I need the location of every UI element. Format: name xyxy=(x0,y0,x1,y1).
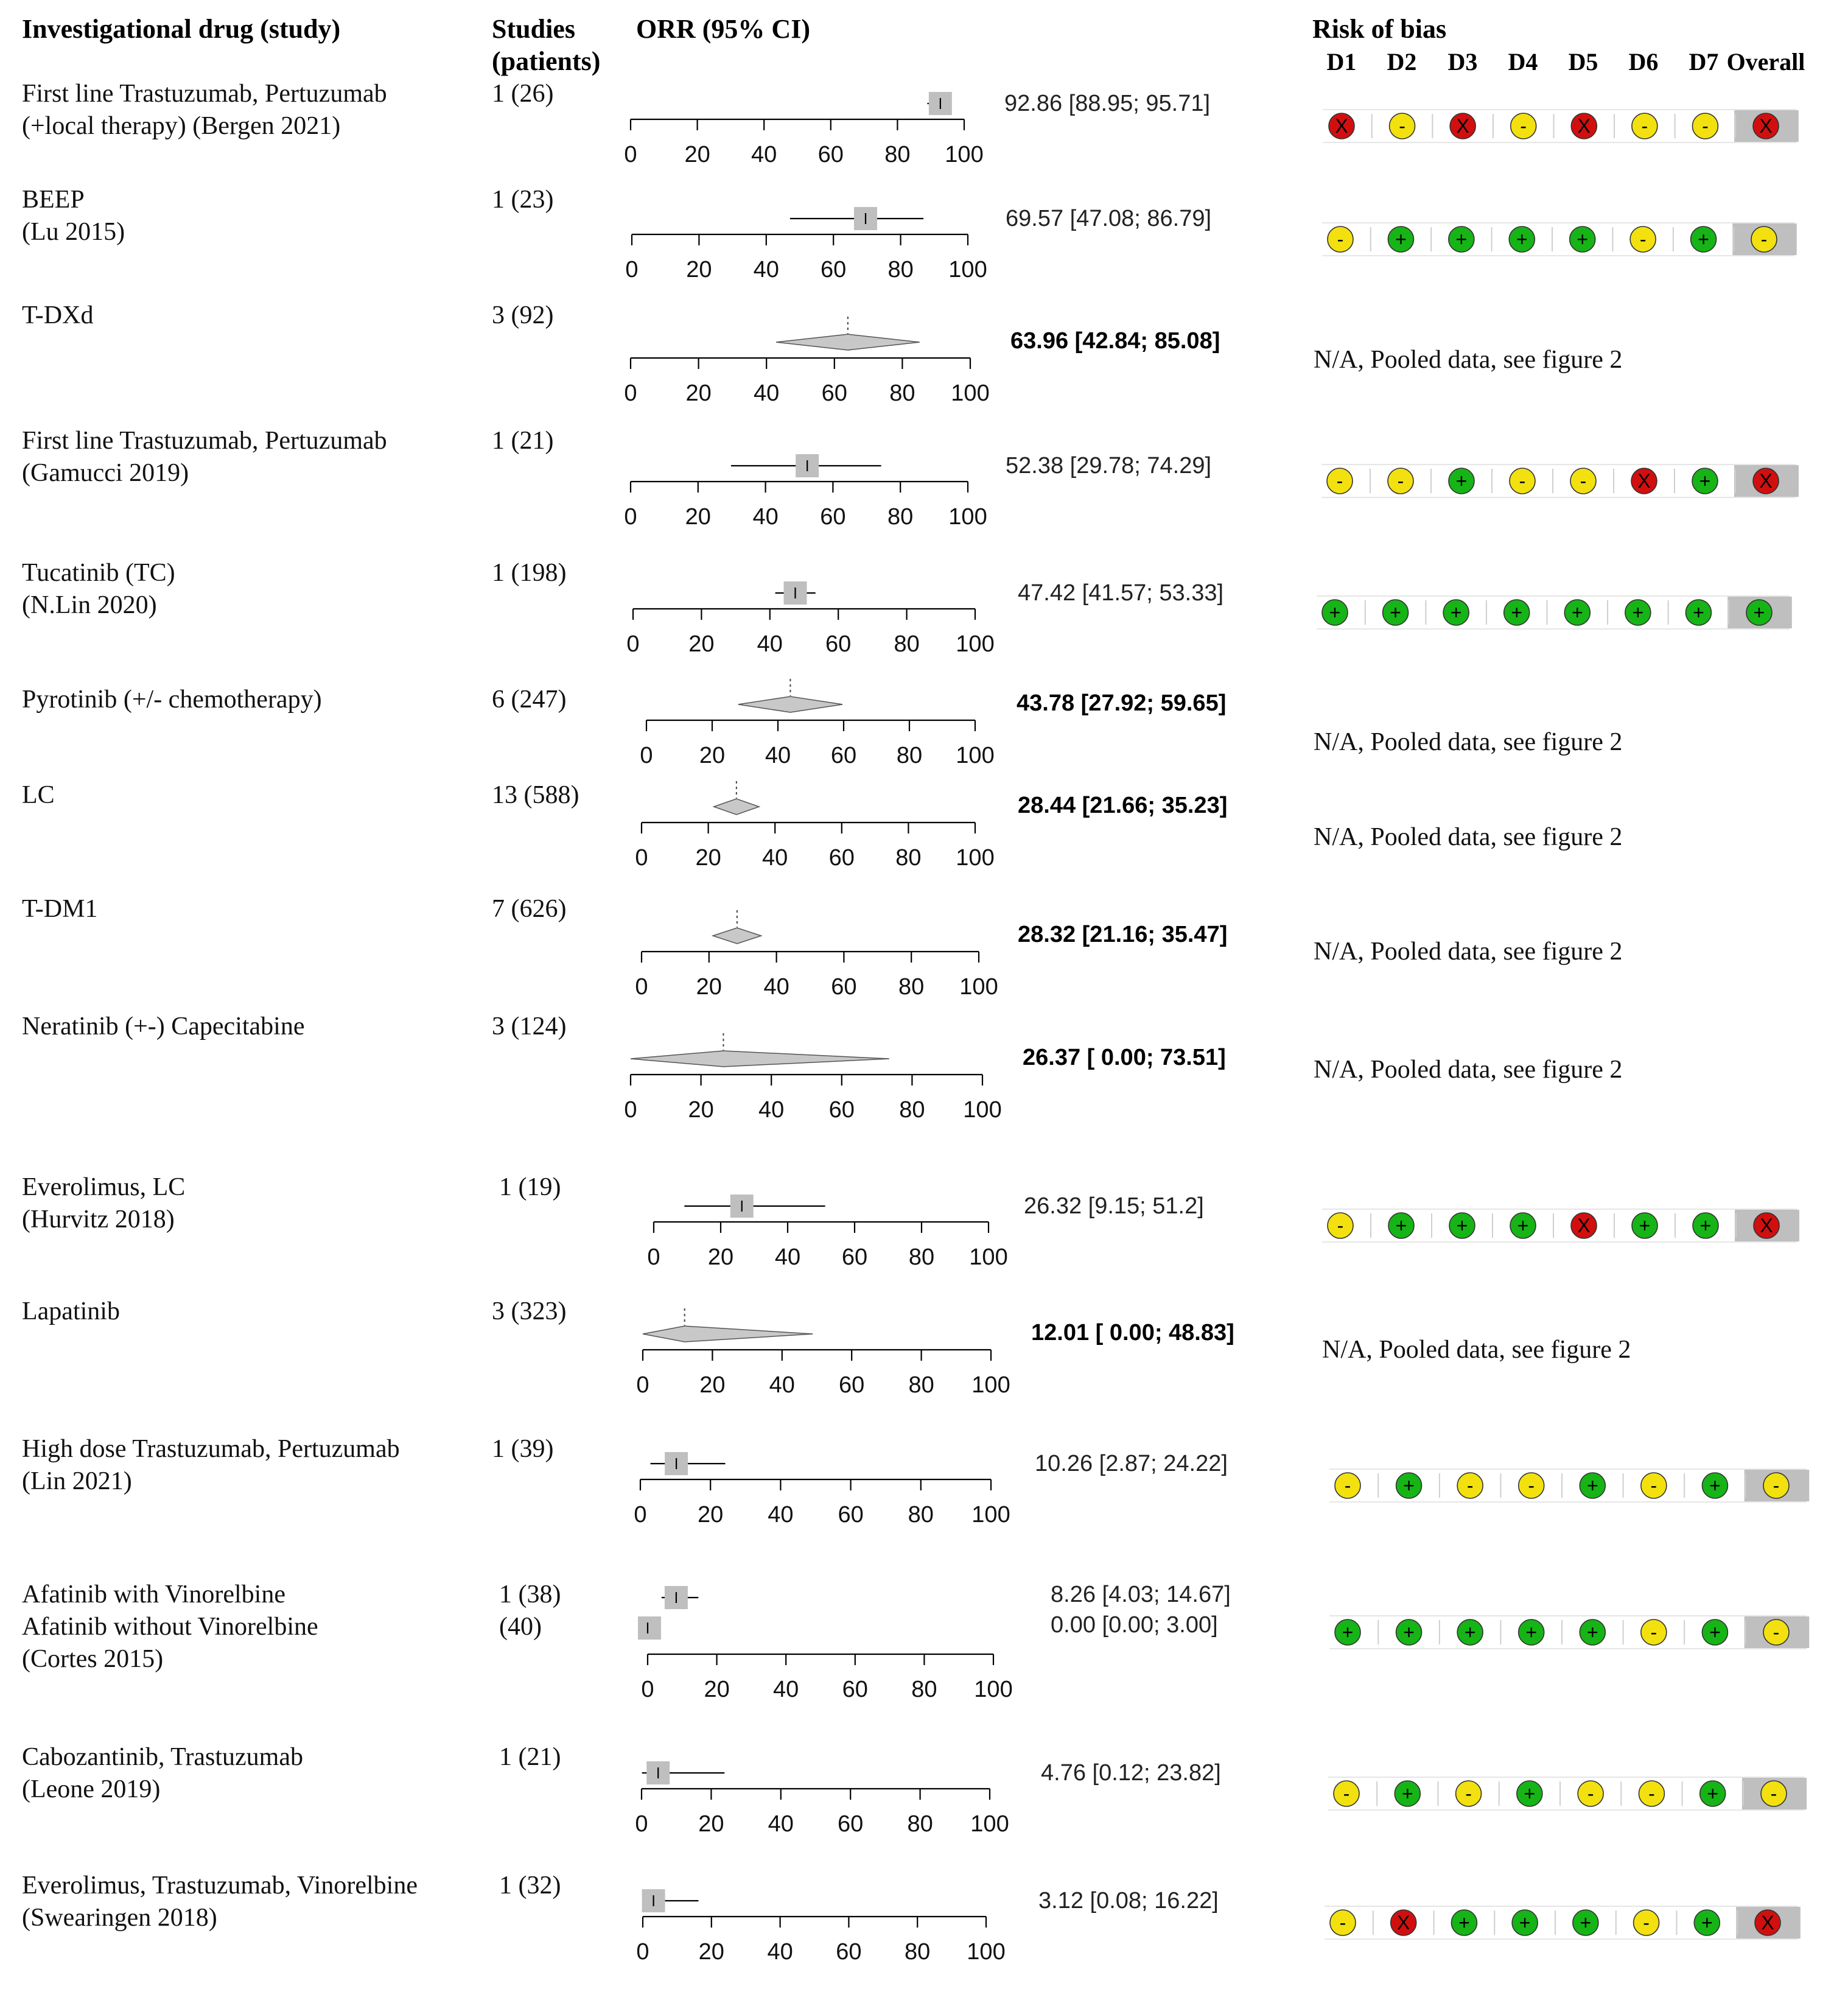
rob-symbol: + xyxy=(1456,1215,1468,1237)
studies-count: 3 (92) xyxy=(492,301,554,329)
rob-symbol: - xyxy=(1641,115,1648,137)
rob-symbol: - xyxy=(1519,470,1526,492)
pooled-diamond xyxy=(714,799,759,815)
orr-estimate-text: 28.44 [21.66; 35.23] xyxy=(1018,793,1228,818)
drug-name: Cabozantinib, Trastuzumab xyxy=(22,1743,303,1771)
pooled-diamond xyxy=(738,696,842,712)
x-tick-label: 0 xyxy=(647,1244,660,1270)
rob-symbol: + xyxy=(1403,1475,1415,1496)
x-tick-label: 0 xyxy=(635,845,648,871)
x-tick-label: 80 xyxy=(884,142,911,167)
rob-symbol: + xyxy=(1693,602,1704,623)
x-tick-label: 20 xyxy=(699,1372,726,1398)
x-tick-label: 80 xyxy=(887,257,914,282)
x-tick-label: 60 xyxy=(821,257,847,282)
rob-symbol: - xyxy=(1466,1475,1474,1496)
x-tick-label: 40 xyxy=(757,631,783,657)
drug-name: Lapatinib xyxy=(22,1297,120,1325)
x-tick-label: 60 xyxy=(839,1372,865,1398)
pooled-data-note: N/A, Pooled data, see figure 2 xyxy=(1314,938,1623,966)
x-tick-label: 100 xyxy=(956,845,995,871)
x-tick-label: 60 xyxy=(821,381,847,406)
rob-symbol: + xyxy=(1571,602,1583,623)
x-tick-label: 80 xyxy=(896,743,923,768)
rob-symbol: - xyxy=(1648,1783,1655,1805)
x-tick-label: 20 xyxy=(688,1097,714,1123)
orr-estimate-text: 8.26 [4.03; 14.67] xyxy=(1051,1582,1231,1607)
pooled-diamond xyxy=(713,928,761,944)
x-tick-label: 20 xyxy=(696,974,722,1000)
drug-name: (Gamucci 2019) xyxy=(22,459,189,487)
x-tick-label: 40 xyxy=(767,1939,793,1965)
orr-estimate-text: 0.00 [0.00; 3.00] xyxy=(1051,1612,1218,1638)
domain-header-d5: D5 xyxy=(1568,48,1598,75)
x-tick-label: 100 xyxy=(951,381,990,406)
x-tick-label: 20 xyxy=(698,1939,724,1965)
pooled-diamond xyxy=(631,1051,889,1067)
x-tick-label: 100 xyxy=(959,974,998,1000)
x-tick-label: 60 xyxy=(841,1244,868,1270)
drug-name: First line Trastuzumab, Pertuzumab xyxy=(22,427,387,455)
rob-symbol: + xyxy=(1511,602,1523,623)
rob-symbol: - xyxy=(1397,470,1404,492)
rob-symbol: + xyxy=(1395,1215,1407,1237)
x-tick-label: 20 xyxy=(699,743,726,768)
rob-symbol: + xyxy=(1450,602,1462,623)
x-tick-label: 80 xyxy=(887,504,914,530)
study-weight-box xyxy=(638,1616,661,1640)
x-tick-label: 100 xyxy=(969,1244,1008,1270)
rob-symbol: + xyxy=(1517,1215,1529,1237)
x-tick-label: 60 xyxy=(828,1097,855,1123)
rob-symbol: - xyxy=(1336,470,1343,492)
rob-symbol: + xyxy=(1395,228,1407,250)
rob-symbol: + xyxy=(1401,1783,1413,1805)
row-plot xyxy=(638,1586,1013,1702)
rob-symbol: + xyxy=(1455,470,1468,492)
rob-symbol: X xyxy=(1577,1215,1591,1237)
row-plot xyxy=(624,317,989,406)
x-tick-label: 40 xyxy=(763,974,789,1000)
rob-symbol: - xyxy=(1465,1783,1472,1805)
rob-symbol: X xyxy=(1759,470,1773,492)
x-tick-label: 0 xyxy=(641,1677,654,1702)
drug-name: T-DM1 xyxy=(22,895,98,923)
x-tick-label: 100 xyxy=(945,142,984,167)
studies-count: 1 (21) xyxy=(499,1743,561,1771)
pooled-data-note: N/A, Pooled data, see figure 2 xyxy=(1314,728,1623,756)
x-tick-label: 40 xyxy=(751,142,777,167)
x-tick-label: 0 xyxy=(626,631,640,657)
x-tick-label: 100 xyxy=(963,1097,1002,1123)
x-tick-label: 80 xyxy=(899,1097,925,1123)
x-tick-label: 0 xyxy=(624,1097,637,1123)
rob-symbol: - xyxy=(1520,115,1527,137)
x-tick-label: 40 xyxy=(753,257,779,282)
risk-of-bias-row xyxy=(1322,1209,1799,1242)
x-tick-label: 0 xyxy=(635,1811,648,1837)
x-tick-label: 40 xyxy=(754,381,780,406)
x-tick-label: 0 xyxy=(625,257,639,282)
drug-name: (Leone 2019) xyxy=(22,1775,161,1803)
rob-symbol: - xyxy=(1770,1783,1777,1805)
rob-symbol: + xyxy=(1699,1215,1712,1237)
x-tick-label: 100 xyxy=(971,1372,1010,1398)
rob-symbol: - xyxy=(1337,228,1344,250)
pooled-data-note: N/A, Pooled data, see figure 2 xyxy=(1314,823,1623,851)
risk-of-bias-row xyxy=(1329,1469,1809,1502)
drug-name: Tucatinib (TC) xyxy=(22,559,175,587)
row-plot xyxy=(635,910,998,1000)
rob-symbol: + xyxy=(1586,1621,1598,1643)
studies-count: 1 (19) xyxy=(499,1173,561,1201)
rob-symbol: + xyxy=(1525,1621,1538,1643)
rob-symbol: + xyxy=(1698,228,1709,250)
x-tick-label: 0 xyxy=(624,504,637,530)
x-tick-label: 100 xyxy=(948,257,987,282)
x-tick-label: 40 xyxy=(758,1097,785,1123)
rob-symbol: - xyxy=(1337,1215,1344,1237)
header-drug: Investigational drug (study) xyxy=(22,14,341,44)
x-tick-label: 20 xyxy=(685,381,712,406)
pooled-data-note: N/A, Pooled data, see figure 2 xyxy=(1322,1336,1631,1364)
x-tick-label: 100 xyxy=(956,743,995,768)
drug-name: (Cortes 2015) xyxy=(22,1645,164,1673)
risk-of-bias-row xyxy=(1328,1777,1807,1810)
rob-symbol: + xyxy=(1458,1912,1470,1934)
rob-symbol: - xyxy=(1343,1783,1350,1805)
x-tick-label: 40 xyxy=(762,845,788,871)
studies-count: 6 (247) xyxy=(492,686,567,714)
studies-count: 1 (198) xyxy=(492,559,567,587)
drug-name: (Swearingen 2018) xyxy=(22,1904,217,1932)
row-plot xyxy=(624,92,983,167)
studies-count: 1 (26) xyxy=(492,80,554,108)
drug-name: BEEP xyxy=(22,186,85,214)
row-plot xyxy=(635,1761,1009,1837)
drug-name: LC xyxy=(22,781,55,809)
risk-of-bias-row xyxy=(1323,110,1799,142)
rob-symbol: + xyxy=(1329,602,1341,623)
row-plot xyxy=(624,1033,1001,1123)
x-tick-label: 100 xyxy=(956,631,995,657)
rob-symbol: + xyxy=(1390,602,1401,623)
pooled-data-note: N/A, Pooled data, see figure 2 xyxy=(1314,1056,1623,1084)
x-tick-label: 20 xyxy=(704,1677,730,1702)
risk-of-bias-row xyxy=(1317,596,1792,629)
orr-estimate-text: 69.57 [47.08; 86.79] xyxy=(1006,206,1212,231)
rob-symbol: + xyxy=(1632,602,1644,623)
x-tick-label: 80 xyxy=(905,1939,931,1965)
row-plot xyxy=(625,207,987,282)
risk-of-bias-row xyxy=(1321,465,1799,497)
risk-of-bias-row xyxy=(1329,1616,1809,1649)
rob-symbol: + xyxy=(1709,1621,1721,1643)
studies-count: 1 (32) xyxy=(499,1872,561,1900)
drug-name: (N.Lin 2020) xyxy=(22,591,157,619)
rob-symbol: + xyxy=(1519,1912,1531,1934)
drug-name: Everolimus, LC xyxy=(22,1173,186,1201)
x-tick-label: 60 xyxy=(817,142,844,167)
rob-symbol: - xyxy=(1639,228,1647,250)
rob-symbol: + xyxy=(1524,1783,1536,1805)
drug-name: (Lu 2015) xyxy=(22,218,125,246)
drug-name: Neratinib (+-) Capecitabine xyxy=(22,1012,305,1040)
x-tick-label: 40 xyxy=(769,1372,795,1398)
x-tick-label: 20 xyxy=(695,845,721,871)
domain-header-d6: D6 xyxy=(1628,48,1659,75)
rob-symbol: - xyxy=(1528,1475,1535,1496)
rob-symbol: + xyxy=(1342,1621,1354,1643)
rob-symbol: - xyxy=(1587,1783,1594,1805)
rob-symbol: + xyxy=(1580,1912,1592,1934)
row-plot xyxy=(634,1452,1010,1528)
studies-count: 1 (21) xyxy=(492,427,554,455)
row-plot xyxy=(636,1308,1010,1398)
rob-symbol: - xyxy=(1399,115,1405,137)
x-tick-label: 0 xyxy=(624,381,637,406)
x-tick-label: 60 xyxy=(842,1677,868,1702)
header-patients: (patients) xyxy=(492,46,601,76)
drug-name: High dose Trastuzumab, Pertuzumab xyxy=(22,1435,400,1463)
x-tick-label: 80 xyxy=(911,1677,937,1702)
drug-name: (Lin 2021) xyxy=(22,1467,132,1495)
row-plot xyxy=(640,679,994,768)
x-tick-label: 20 xyxy=(707,1244,734,1270)
x-tick-label: 0 xyxy=(640,743,653,768)
x-tick-label: 80 xyxy=(908,1372,934,1398)
rob-symbol: X xyxy=(1761,1912,1774,1934)
x-tick-label: 60 xyxy=(838,1502,864,1528)
x-tick-label: 0 xyxy=(636,1939,649,1965)
orr-estimate-text: 28.32 [21.16; 35.47] xyxy=(1018,922,1228,947)
x-tick-label: 100 xyxy=(974,1677,1013,1702)
risk-of-bias-row xyxy=(1322,223,1797,256)
rob-symbol: - xyxy=(1643,1912,1650,1934)
orr-estimate-text: 47.42 [41.57; 53.33] xyxy=(1018,580,1224,606)
domain-header-d7: D7 xyxy=(1689,48,1719,75)
rob-symbol: X xyxy=(1456,115,1469,137)
x-tick-label: 40 xyxy=(774,1244,801,1270)
rob-symbol: + xyxy=(1707,1783,1719,1805)
orr-estimate-text: 26.37 [ 0.00; 73.51] xyxy=(1023,1045,1226,1070)
x-tick-label: 80 xyxy=(895,845,922,871)
studies-count: 1 (23) xyxy=(492,186,554,214)
x-tick-label: 80 xyxy=(908,1502,934,1528)
x-tick-label: 100 xyxy=(970,1811,1009,1837)
x-tick-label: 60 xyxy=(831,974,857,1000)
rob-symbol: X xyxy=(1577,115,1591,137)
rob-symbol: X xyxy=(1759,115,1773,137)
drug-name: (+local therapy) (Bergen 2021) xyxy=(22,112,341,140)
studies-count: (40) xyxy=(499,1613,542,1641)
x-tick-label: 80 xyxy=(894,631,920,657)
orr-estimate-text: 12.01 [ 0.00; 48.83] xyxy=(1031,1320,1234,1346)
x-tick-label: 0 xyxy=(636,1372,649,1398)
rob-symbol: - xyxy=(1339,1912,1346,1934)
domain-header-overall: Overall xyxy=(1726,48,1805,75)
domain-header-d2: D2 xyxy=(1387,48,1417,75)
rob-symbol: + xyxy=(1516,228,1528,250)
pooled-diamond xyxy=(776,334,920,350)
x-tick-label: 40 xyxy=(773,1677,799,1702)
x-tick-label: 20 xyxy=(685,504,711,530)
x-tick-label: 0 xyxy=(624,142,637,167)
rob-symbol: - xyxy=(1702,115,1709,137)
orr-estimate-text: 4.76 [0.12; 23.82] xyxy=(1041,1760,1221,1786)
domain-header-d3: D3 xyxy=(1447,48,1478,75)
orr-estimate-text: 63.96 [42.84; 85.08] xyxy=(1010,328,1220,354)
x-tick-label: 60 xyxy=(836,1939,862,1965)
x-tick-label: 100 xyxy=(971,1502,1010,1528)
risk-of-bias-row xyxy=(1325,1906,1801,1939)
orr-estimate-text: 92.86 [88.95; 95.71] xyxy=(1004,91,1211,116)
rob-symbol: X xyxy=(1397,1912,1410,1934)
drug-name: Everolimus, Trastuzumab, Vinorelbine xyxy=(22,1872,418,1900)
row-plot xyxy=(624,454,987,530)
x-tick-label: 0 xyxy=(634,1502,647,1528)
x-tick-label: 20 xyxy=(698,1502,724,1528)
rob-symbol: + xyxy=(1753,602,1765,623)
rob-symbol: X xyxy=(1637,470,1651,492)
studies-count: 1 (39) xyxy=(492,1435,554,1463)
rob-symbol: + xyxy=(1639,1215,1651,1237)
studies-count: 3 (124) xyxy=(492,1012,567,1040)
x-tick-label: 80 xyxy=(908,1244,935,1270)
rob-symbol: + xyxy=(1455,228,1468,250)
x-tick-label: 40 xyxy=(768,1502,794,1528)
orr-estimate-text: 26.32 [9.15; 51.2] xyxy=(1024,1193,1204,1219)
rob-symbol: - xyxy=(1760,228,1768,250)
x-tick-label: 40 xyxy=(765,743,791,768)
x-tick-label: 0 xyxy=(635,974,648,1000)
rob-symbol: - xyxy=(1344,1475,1351,1496)
x-tick-label: 100 xyxy=(967,1939,1006,1965)
rob-symbol: X xyxy=(1335,115,1348,137)
rob-symbol: + xyxy=(1464,1621,1476,1643)
rob-symbol: - xyxy=(1580,470,1587,492)
domain-header-d4: D4 xyxy=(1508,48,1538,75)
x-tick-label: 60 xyxy=(820,504,846,530)
x-tick-label: 60 xyxy=(838,1811,864,1837)
x-tick-label: 20 xyxy=(688,631,715,657)
drug-name: Afatinib with Vinorelbine xyxy=(22,1581,285,1609)
rob-symbol: + xyxy=(1586,1475,1598,1496)
x-tick-label: 20 xyxy=(698,1811,724,1837)
row-plot xyxy=(647,1195,1007,1270)
drug-name: T-DXd xyxy=(22,301,94,329)
pooled-data-note: N/A, Pooled data, see figure 2 xyxy=(1314,346,1623,374)
orr-estimate-text: 10.26 [2.87; 24.22] xyxy=(1035,1451,1228,1476)
rob-symbol: - xyxy=(1773,1475,1780,1496)
pooled-diamond xyxy=(643,1326,813,1342)
drug-name: (Hurvitz 2018) xyxy=(22,1205,175,1233)
x-tick-label: 60 xyxy=(825,631,852,657)
row-plot xyxy=(635,781,994,871)
rob-symbol: + xyxy=(1403,1621,1415,1643)
header-risk-of-bias: Risk of bias xyxy=(1312,14,1447,44)
x-tick-label: 40 xyxy=(768,1811,794,1837)
studies-count: 13 (588) xyxy=(492,781,579,809)
x-tick-label: 80 xyxy=(889,381,915,406)
orr-estimate-text: 43.78 [27.92; 59.65] xyxy=(1017,690,1227,716)
rob-symbol: X xyxy=(1760,1215,1773,1237)
x-tick-label: 40 xyxy=(752,504,779,530)
x-tick-label: 60 xyxy=(828,845,855,871)
rob-symbol: - xyxy=(1773,1621,1780,1643)
orr-estimate-text: 52.38 [29.78; 74.29] xyxy=(1006,453,1212,479)
rob-symbol: + xyxy=(1701,1912,1713,1934)
x-tick-label: 80 xyxy=(898,974,925,1000)
row-plot xyxy=(626,581,994,657)
drug-name: Pyrotinib (+/- chemotherapy) xyxy=(22,686,322,714)
domain-header-d1: D1 xyxy=(1326,48,1357,75)
x-tick-label: 80 xyxy=(907,1811,933,1837)
header-orr: ORR (95% CI) xyxy=(636,14,810,44)
row-plot xyxy=(636,1889,1005,1965)
x-tick-label: 20 xyxy=(684,142,710,167)
x-tick-label: 100 xyxy=(948,504,987,530)
rob-symbol: + xyxy=(1699,470,1711,492)
drug-name: Afatinib without Vinorelbine xyxy=(22,1613,318,1641)
rob-symbol: - xyxy=(1650,1475,1657,1496)
header-studies: Studies xyxy=(492,14,575,44)
studies-count: 3 (323) xyxy=(492,1297,567,1325)
orr-estimate-text: 3.12 [0.08; 16.22] xyxy=(1038,1888,1219,1914)
x-tick-label: 60 xyxy=(830,743,857,768)
studies-count: 1 (38) xyxy=(499,1581,561,1609)
studies-count: 7 (626) xyxy=(492,895,567,923)
rob-symbol: + xyxy=(1577,228,1589,250)
x-tick-label: 20 xyxy=(686,257,712,282)
rob-symbol: + xyxy=(1709,1475,1721,1496)
rob-symbol: - xyxy=(1650,1621,1657,1643)
drug-name: First line Trastuzumab, Pertuzumab xyxy=(22,80,387,108)
